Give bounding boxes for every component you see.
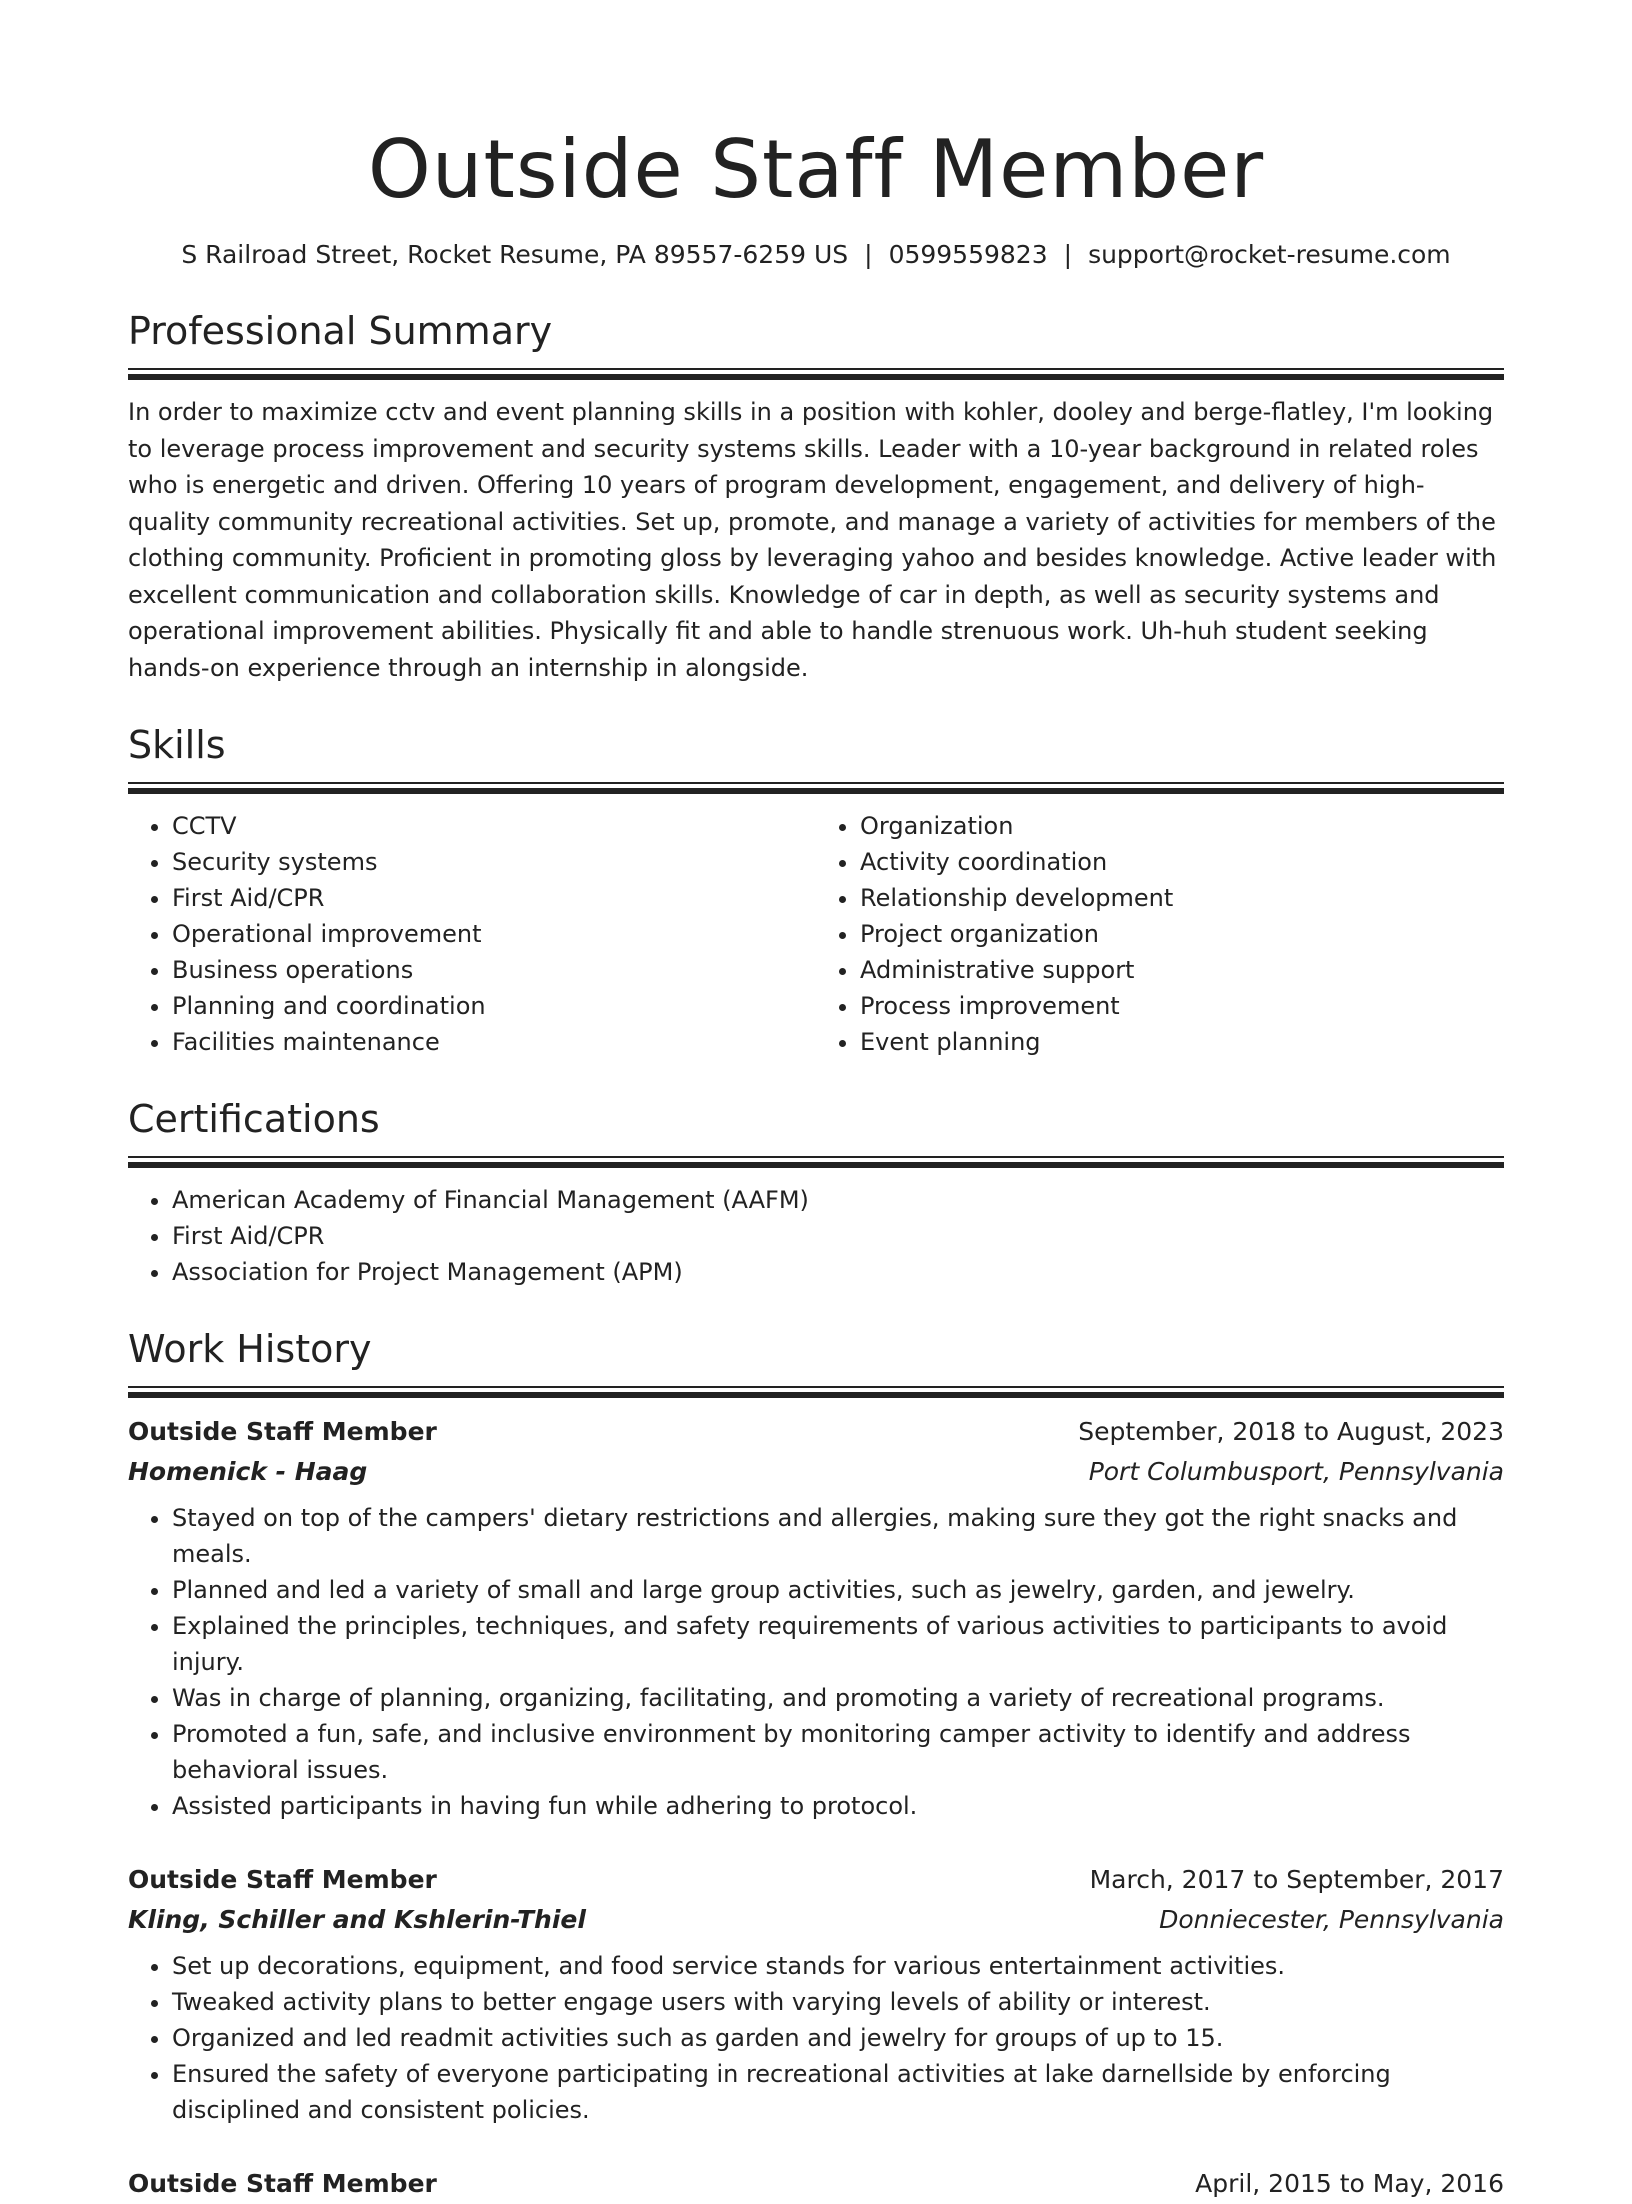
job-bullets <box>128 1500 1504 1824</box>
resume-name: Outside Staff Member <box>367 123 1265 216</box>
skill-item: • First Aid/CPR <box>172 880 816 916</box>
job-dates: March, 2017 to September, 2017 <box>1089 1865 1504 1894</box>
section-divider <box>128 1386 1504 1398</box>
skill-item: • Process improvement <box>860 988 1504 1024</box>
job-entry <box>128 2164 1504 2204</box>
section-divider <box>128 368 1504 380</box>
work-history-section <box>128 1324 1504 2204</box>
job-company: Homenick - Haag <box>128 1457 368 1486</box>
skill-item: • Organization <box>860 808 1504 844</box>
job-bullet: • Was in charge of planning, organizing, facilitating, and promoting a variety of recreational programs. <box>172 1680 1504 1716</box>
job-header-row <box>128 2164 1504 2204</box>
contact-separator: | <box>864 240 873 269</box>
job-location: Port Columbusport, Pennsylvania <box>1088 1457 1504 1486</box>
skill-item: • Project organization <box>860 916 1504 952</box>
summary-text: In order to maximize cctv and event planning skills in a position with kohler, dooley and berge-flatley, I'm looking to leverage process improvement and security systems skills. Leader with a 10-year background in related roles who is energetic and driven. Offering 10 years of program development, engagement, and delivery of high-quality community recreational activities. Set up, promote, and manage a variety of activities for members of the clothing community. Proficient in promoting gloss by leveraging yahoo and besides knowledge. Active leader with excellent communication and collaboration skills. Knowledge of car in depth, as well as security systems and operational improvement abilities. Physically fit and able to handle strenuous work. Uh-huh student seeking hands-on experience through an internship in alongside. <box>128 398 1497 682</box>
skill-item: • Planning and coordination <box>172 988 816 1024</box>
skill-item: • Operational improvement <box>172 916 816 952</box>
skill-item: • Security systems <box>172 844 816 880</box>
skills-columns <box>128 794 1504 1060</box>
skill-item: • CCTV <box>172 808 816 844</box>
skill-item: • Event planning <box>860 1024 1504 1060</box>
job-title: Outside Staff Member <box>128 2169 437 2198</box>
certifications-heading: Certifications <box>128 1097 380 1141</box>
job-header-row <box>128 1412 1504 1452</box>
certifications-section <box>128 1094 1504 1290</box>
job-bullet: • Planned and led a variety of small and large group activities, such as jewelry, garden, and jewelry. <box>172 1572 1504 1608</box>
skill-item: • Relationship development <box>860 880 1504 916</box>
skill-item: • Business operations <box>172 952 816 988</box>
job-bullet: • Promoted a fun, safe, and inclusive environment by monitoring camper activity to identify and address behavioral issues. <box>172 1716 1504 1788</box>
job-title: Outside Staff Member <box>128 1865 437 1894</box>
job-bullet: • Organized and led readmit activities such as garden and jewelry for groups of up to 15. <box>172 2020 1504 2056</box>
job-bullet: • Explained the principles, techniques, and safety requirements of various activities to participants to avoid injury. <box>172 1608 1504 1680</box>
certification-item: • American Academy of Financial Management (AAFM) <box>172 1182 1504 1218</box>
job-dates: April, 2015 to May, 2016 <box>1195 2169 1504 2198</box>
contact-address: S Railroad Street, Rocket Resume, PA 89557-6259 US <box>181 240 849 269</box>
skill-item: • Facilities maintenance <box>172 1024 816 1060</box>
job-subheader-row <box>128 1900 1504 1940</box>
contact-line <box>128 238 1504 272</box>
job-bullet: • Assisted participants in having fun while adhering to protocol. <box>172 1788 1504 1824</box>
job-header-row <box>128 1860 1504 1900</box>
certification-item: • Association for Project Management (APM) <box>172 1254 1504 1290</box>
skills-heading: Skills <box>128 723 226 767</box>
skills-list-right <box>816 808 1504 1060</box>
job-subheader-row <box>128 1452 1504 1492</box>
skill-item: • Activity coordination <box>860 844 1504 880</box>
job-dates: September, 2018 to August, 2023 <box>1078 1417 1504 1446</box>
job-location: Donniecester, Pennsylvania <box>1159 1905 1504 1934</box>
job-title: Outside Staff Member <box>128 1417 437 1446</box>
section-divider <box>128 782 1504 794</box>
skills-list-left <box>128 808 816 1060</box>
job-bullet: • Tweaked activity plans to better engage users with varying levels of ability or interest. <box>172 1984 1504 2020</box>
section-divider <box>128 1156 1504 1168</box>
skills-section <box>128 720 1504 1060</box>
resume-page <box>128 0 1504 2204</box>
summary-heading: Professional Summary <box>128 309 553 353</box>
job-bullets <box>128 1948 1504 2128</box>
contact-email[interactable]: support@rocket-resume.com <box>1088 240 1451 269</box>
job-bullet: • Set up decorations, equipment, and food service stands for various entertainment activities. <box>172 1948 1504 1984</box>
contact-phone: 0599559823 <box>888 240 1048 269</box>
certifications-list <box>128 1182 1504 1290</box>
certification-item: • First Aid/CPR <box>172 1218 1504 1254</box>
job-bullet: • Ensured the safety of everyone participating in recreational activities at lake darnellside by enforcing disciplined and consistent policies. <box>172 2056 1504 2128</box>
summary-section <box>128 306 1504 686</box>
contact-separator: | <box>1063 240 1073 269</box>
work-history-heading: Work History <box>128 1327 372 1371</box>
job-company: Kling, Schiller and Kshlerin-Thiel <box>128 1905 586 1934</box>
job-entry <box>128 1860 1504 2128</box>
job-entry <box>128 1412 1504 1824</box>
job-bullet: • Stayed on top of the campers' dietary restrictions and allergies, making sure they got the right snacks and meals. <box>172 1500 1504 1572</box>
skill-item: • Administrative support <box>860 952 1504 988</box>
